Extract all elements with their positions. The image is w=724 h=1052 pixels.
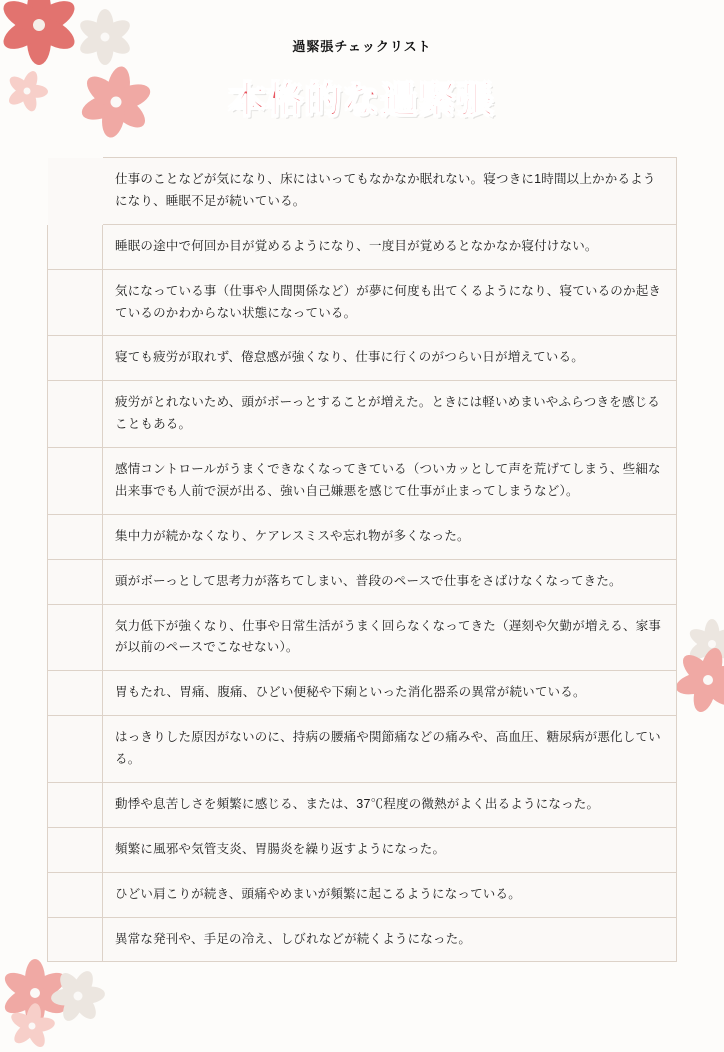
flower-petal <box>701 673 724 710</box>
checkbox-cell[interactable] <box>48 224 103 269</box>
checklist-item-text: 頻繁に風邪や気管支炎、胃腸炎を繰り返すようになった。 <box>103 827 677 872</box>
flower-petal <box>30 967 69 1001</box>
flower-decoration <box>6 1000 58 1052</box>
checklist-item-text: 頭がボーっとして思考力が落ちてしまい、普段のペースで仕事をさばけなくなってきた。 <box>103 559 677 604</box>
flower-petal <box>1 984 40 1018</box>
flower-petal <box>31 1016 56 1033</box>
checkbox-cell[interactable] <box>48 872 103 917</box>
flower-petal <box>26 1023 49 1050</box>
checkbox-cell[interactable] <box>48 514 103 559</box>
checkbox-cell[interactable] <box>48 158 103 225</box>
flower-decoration <box>0 0 82 68</box>
flower-center <box>703 675 713 685</box>
flower-center <box>74 992 83 1001</box>
checklist-item-text: 胃もたれ、胃痛、腹痛、ひどい便秘や下痢といった消化器系の異常が続いている。 <box>103 671 677 716</box>
flower-petal <box>30 984 69 1018</box>
checklist-item-text: 気になっている事（仕事や人間関係など）が夢に何度も出てくるようになり、寝ているのか起きているのかわからない状態になっている。 <box>103 269 677 336</box>
checklist-row <box>48 671 677 716</box>
checklist-row <box>48 269 677 336</box>
checklist-item-text: 睡眠の途中で何回か目が覚めるようになり、一度目が覚めるとなかなか寝付けない。 <box>103 224 677 269</box>
checkbox-cell[interactable] <box>48 604 103 671</box>
checklist-item-text: 異常な発刊や、手足の冷え、しびれなどが続くようになった。 <box>103 917 677 962</box>
checkbox-cell[interactable] <box>48 827 103 872</box>
flower-petal <box>705 662 724 690</box>
checklist-row <box>48 381 677 448</box>
flower-petal <box>698 646 724 683</box>
flower-petal <box>59 992 86 1024</box>
flower-center <box>33 19 45 31</box>
checklist-item-text: 集中力が続かなくなり、ケアレスミスや忘れ物が多くなった。 <box>103 514 677 559</box>
document-subtitle: 過緊張チェックリスト <box>292 39 432 54</box>
flower-petal <box>690 677 718 714</box>
flower-petal <box>77 985 105 1004</box>
checklist-row <box>48 224 677 269</box>
checkbox-cell[interactable] <box>48 782 103 827</box>
flower-petal <box>8 1009 35 1032</box>
flower-petal <box>33 0 80 35</box>
checkbox-cell[interactable] <box>48 269 103 336</box>
flower-petal <box>708 625 724 650</box>
flower-petal <box>25 993 45 1027</box>
checklist-row <box>48 917 677 962</box>
checklist-row <box>48 716 677 783</box>
flower-decoration <box>684 616 724 672</box>
checkbox-cell[interactable] <box>48 336 103 381</box>
flower-petal <box>25 959 45 993</box>
checklist-item-text: はっきりした原因がないのに、持病の腰痛や関節痛などの痛みや、高血圧、糖尿病が悪化している。 <box>103 716 677 783</box>
flower-petal <box>674 670 711 698</box>
flower-decoration <box>672 644 724 716</box>
flower-center <box>708 640 716 648</box>
flower-petal <box>678 650 715 687</box>
checklist-row <box>48 514 677 559</box>
flower-center <box>30 988 40 998</box>
flower-petal <box>71 991 100 1023</box>
flower-petal <box>0 0 45 35</box>
checklist-row <box>48 872 677 917</box>
flower-petal <box>687 625 716 650</box>
flower-petal <box>56 969 85 1001</box>
checkbox-cell[interactable] <box>48 917 103 962</box>
flower-petal <box>27 0 51 25</box>
checkbox-cell[interactable] <box>48 559 103 604</box>
checklist-item-text: 仕事のことなどが気になり、床にはいってもなかなか眠れない。寝つきに1時間以上かかるようになり、睡眠不足が続いている。 <box>103 158 677 225</box>
checkbox-cell[interactable] <box>48 448 103 515</box>
checklist-item-text: 寝ても疲労が取れず、倦怠感が強くなり、仕事に行くのがつらい日が増えている。 <box>103 336 677 381</box>
flower-decoration <box>48 966 108 1026</box>
checklist-table <box>47 157 677 962</box>
checklist-item-text: 動悸や息苦しさを頻繁に感じる、または、37℃程度の微熱がよく出るようになった。 <box>103 782 677 827</box>
flower-petal <box>705 644 720 669</box>
checklist-item-text: ひどい肩こりが続き、頭痛やめまいが頻繁に起こるようになっている。 <box>103 872 677 917</box>
flower-petal <box>708 638 724 663</box>
flower-petal <box>97 9 114 37</box>
checklist-row <box>48 336 677 381</box>
checklist-row <box>48 782 677 827</box>
flower-petal <box>70 968 97 1000</box>
checkbox-cell[interactable] <box>48 671 103 716</box>
checklist-body <box>48 158 677 962</box>
checklist-row <box>48 827 677 872</box>
flower-petal <box>705 619 720 644</box>
checklist-row <box>48 604 677 671</box>
flower-petal <box>687 638 716 663</box>
checklist-row <box>48 559 677 604</box>
checkbox-cell[interactable] <box>48 716 103 783</box>
flower-petal <box>25 1002 43 1027</box>
checklist-item-text: 気力低下が強くなり、仕事や日常生活がうまく回らなくなってきた（遅刻や欠勤が増える、家事が以前のペースでこなせない）。 <box>103 604 677 671</box>
page-title: 本格的な過緊張 <box>228 79 495 120</box>
flower-petal <box>1 967 40 1001</box>
checklist-row <box>48 158 677 225</box>
checklist-item-text: 疲労がとれないため、頭がボーっとすることが増えた。ときには軽いめまいやふらつきを感じることもある。 <box>103 381 677 448</box>
flower-petal <box>50 988 78 1007</box>
checklist-row <box>48 448 677 515</box>
checklist-item-text: 感情コントロールがうまくできなくなってきている（ついカッとして声を荒げてしまう、些細な出来事でも人前で涙が出る、強い自己嫌悪を感じて仕事が止まってしまうなど）。 <box>103 448 677 515</box>
checkbox-cell[interactable] <box>48 381 103 448</box>
flower-decoration <box>0 956 72 1030</box>
flower-petal <box>11 1021 37 1047</box>
